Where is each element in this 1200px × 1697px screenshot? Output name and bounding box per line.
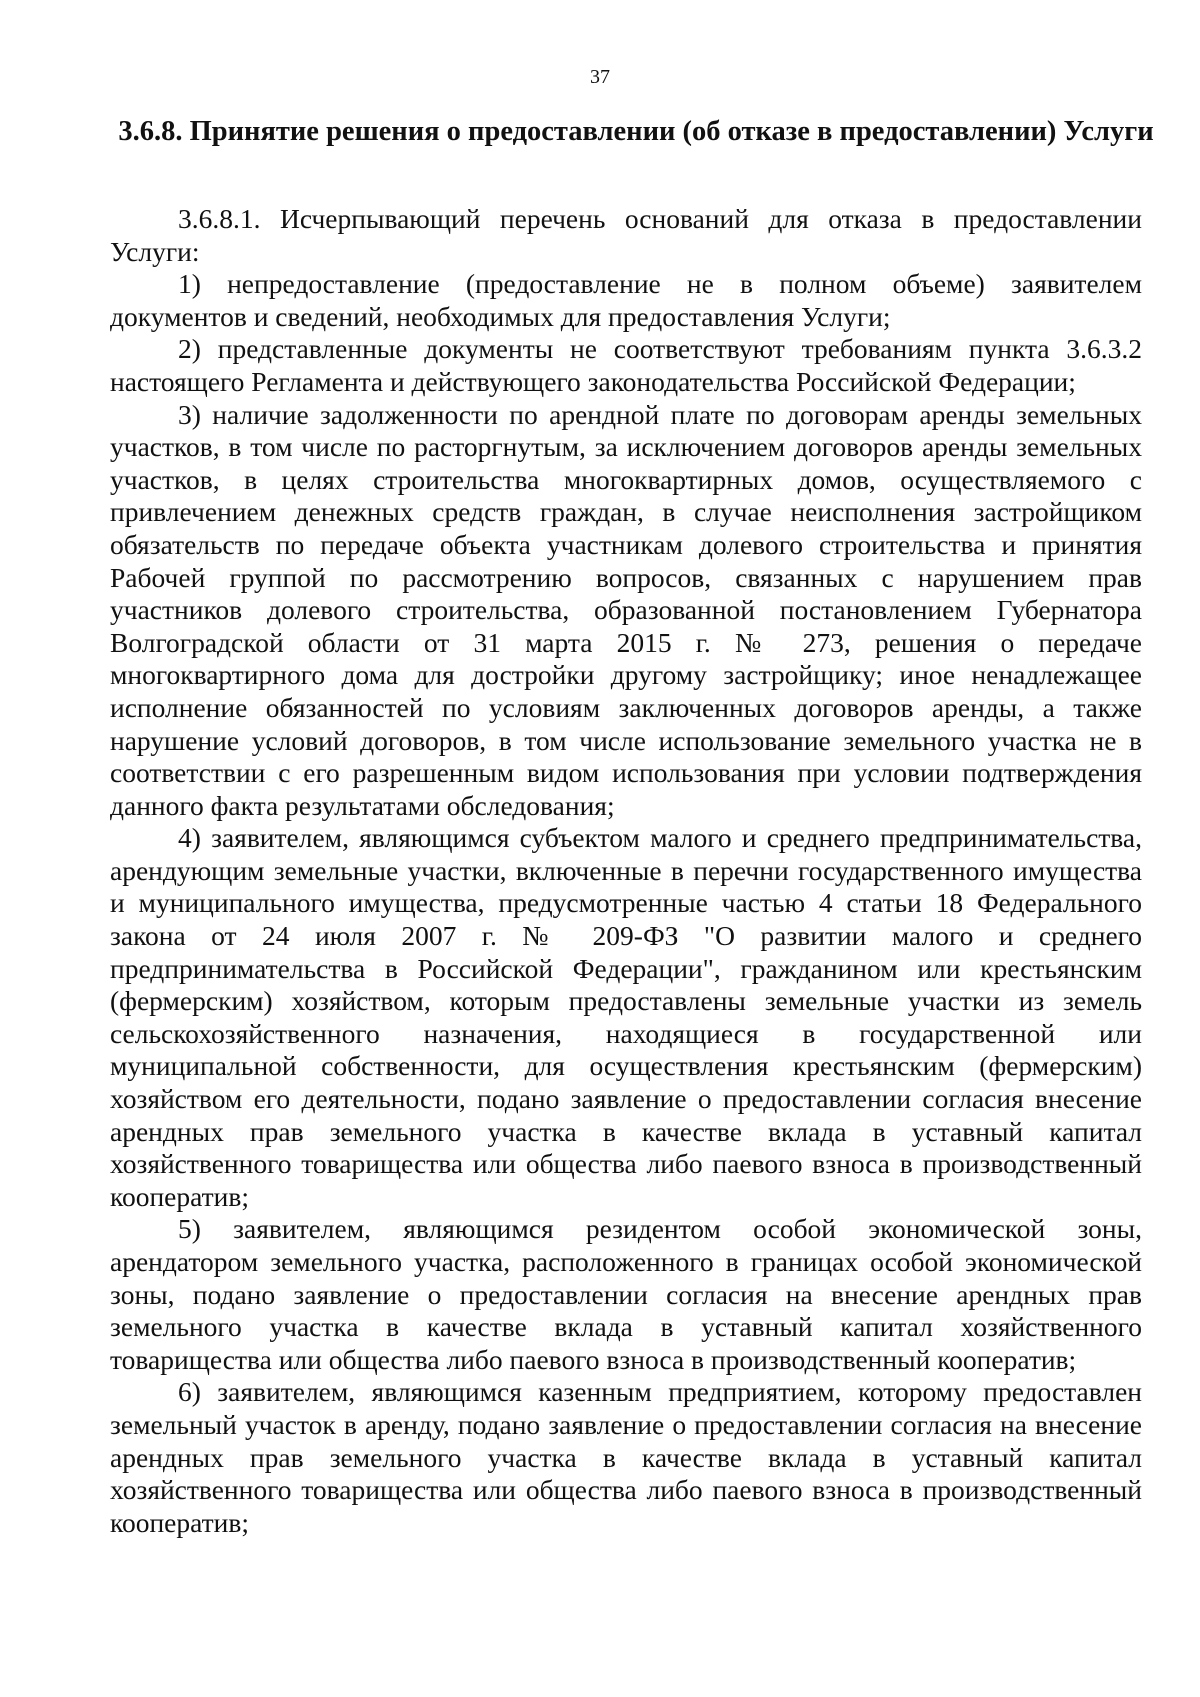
- section-heading: 3.6.8. Принятие решения о предоставлении (об отказе в предоставлении) Услуги: [118, 116, 1154, 147]
- paragraph-item-4: 4) заявителем, являющимся субъектом малого и среднего предпринимательства, арендующим земельные участки, включенные в перечни государственного имущества и муниципального имущества, предусмотренные частью 4 статьи 18 Федерального закона от 24 июля 2007 г. № 209-ФЗ "О развитии малого и среднего предпринимательства в Российской Федерации", гражданином или крестьянским (фермерским) хозяйством, которым предоставлены земельные участки из земель сельскохозяйственного назначения, находящиеся в государственной или муниципальной собственности, для осуществления крестьянским (фермерским) хозяйством его деятельности, подано заявление о предоставлении согласия внесение арендных прав земельного участка в качестве вклада в уставный капитал хозяйственного товарищества или общества либо паевого взноса в производственный кооператив;: [110, 822, 1142, 1212]
- paragraph-item-6: 6) заявителем, являющимся казенным предприятием, которому предоставлен земельный участок в аренду, подано заявление о предоставлении согласия на внесение арендных прав земельного участка в качестве вклада в уставный капитал хозяйственного товарищества или общества либо паевого взноса в производственный кооператив;: [110, 1376, 1142, 1538]
- paragraph-item-5: 5) заявителем, являющимся резидентом особой экономической зоны, арендатором земельного участка, расположенного в границах особой экономической зоны, подано заявление о предоставлении согласия на внесение арендных прав земельного участка в качестве вклада в уставный капитал хозяйственного товарищества или общества либо паевого взноса в производственный кооператив;: [110, 1213, 1142, 1375]
- paragraph-item-2: 2) представленные документы не соответствуют требованиям пункта 3.6.3.2 настоящего Регламента и действующего законодательства Российской Федерации;: [110, 333, 1142, 397]
- document-body: [110, 203, 1142, 1539]
- paragraph-intro: 3.6.8.1. Исчерпывающий перечень оснований для отказа в предоставлении Услуги:: [110, 203, 1142, 267]
- page-number: 37: [590, 66, 610, 88]
- paragraph-item-3: 3) наличие задолженности по арендной плате по договорам аренды земельных участков, в том числе по расторгнутым, за исключением договоров аренды земельных участков, в целях строительства многоквартирных домов, осуществляемого с привлечением денежных средств граждан, в случае неисполнения застройщиком обязательств по передаче объекта участникам долевого строительства и принятия Рабочей группой по рассмотрению вопросов, связанных с нарушением прав участников долевого строительства, образованной постановлением Губернатора Волгоградской области от 31 марта 2015 г. № 273, решения о передаче многоквартирного дома для достройки другому застройщику; иное ненадлежащее исполнение обязанностей по условиям заключенных договоров аренды, а также нарушение условий договоров, в том числе использование земельного участка не в соответствии с его разрешенным видом использования при условии подтверждения данного факта результатами обследования;: [110, 398, 1142, 821]
- paragraph-item-1: 1) непредоставление (предоставление не в полном объеме) заявителем документов и сведений, необходимых для предоставления Услуги;: [110, 268, 1142, 332]
